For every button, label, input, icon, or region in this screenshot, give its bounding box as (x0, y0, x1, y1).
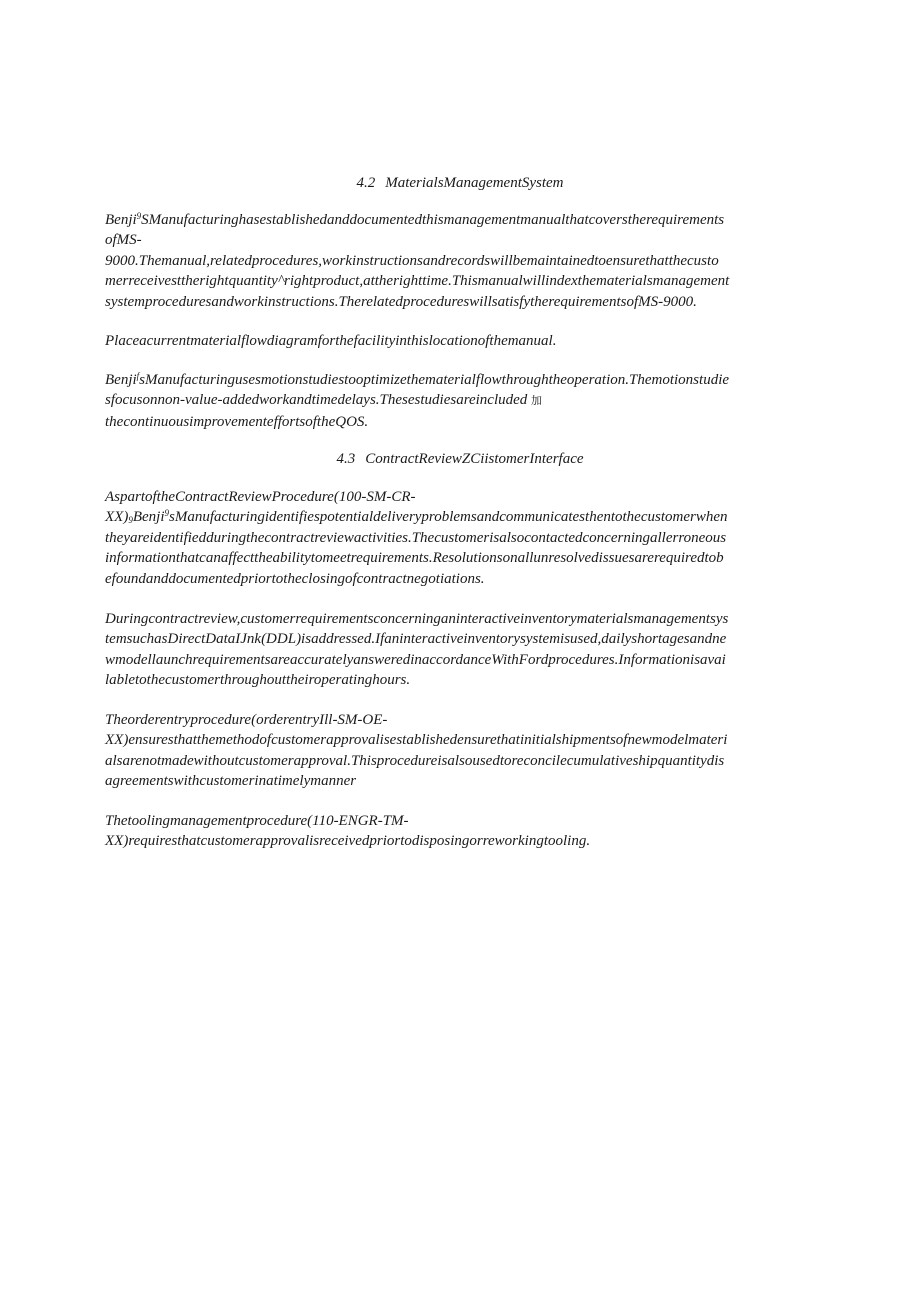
section-number: 4.2 (356, 175, 376, 191)
text-line: merreceivesttherightquantity^rightproduct,attherighttime.Thismanualwillindexthematerialsmanagement (105, 273, 730, 290)
text-line: temsuchasDirectDataIJnk(DDL)isaddressed.Ifaninteractiveinventorysystemisused,dailyshortagesandne (105, 631, 727, 648)
text-line: AspartoftheContractReviewProcedure(100-SM-CR- (105, 489, 416, 505)
paragraph-materials-intro (105, 210, 817, 312)
section-heading-4-3 (0, 449, 920, 469)
text-line: XX)requiresthatcustomerapprovalisreceivedpriortodisposingorreworkingtooling. (105, 833, 591, 850)
text-line: XX)ensuresthatthemethodofcustomerapprovalisestablishedensurethatinitialshipmentsofnewmodelmateri (105, 732, 728, 749)
text-line: systemproceduresandworkinstructions.TherelatedprocedureswillsatisfytherequirementsofMS-9000. (105, 293, 697, 310)
paragraph-tooling-management (105, 811, 817, 852)
text-line: efoundanddocumentedpriortotheclosingofcontractnegotiations. (105, 570, 485, 587)
text-line: Benji$^f$sManufacturingusesmotionstudiestooptimizethematerialflowthroughtheoperation.Themotionstudie (105, 371, 730, 388)
paragraph-motion-studies (105, 370, 817, 432)
text-line: $XX)_9Benji^9sManufacturingidentifiespotentialdeliveryproblemsandcommunicatesthentothecustomerwhen$ (105, 508, 728, 526)
text-line: labletothecustomerthroughouttheiroperatinghours. (105, 672, 411, 689)
section-title: ContractReviewZCiistomerInterface (365, 451, 584, 467)
text-line: sfocusonnon-value-addedworkandtimedelays.Thesestudiesareincluded 加 (105, 392, 543, 409)
text-line: alsarenotmadewithoutcustomerapproval.Thisprocedureisalsousedtoreconcilecumulativeshipquantitydis (105, 752, 725, 769)
text-line: informationthatcanaffecttheabilitytomeetrequirements.Resolutionsonallunresolvedissuesarerequiredtob (105, 550, 724, 567)
text-line: theyareidentifiedduringthecontractreviewactivities.Thecustomerisalsocontactedconcerningallerroneous (105, 529, 727, 546)
text-line: agreementswithcustomerinatimelymanner (105, 773, 357, 790)
section-title: MaterialsManagementSystem (385, 175, 564, 191)
text-line: Benji$^9$SManufacturinghasestablishedanddocumentedthismanagementmanualthatcoverstherequirements (105, 211, 725, 228)
text-line: Thetoolingmanagementprocedure(110-ENGR-TM- (105, 813, 409, 829)
text-line: wmodellaunchrequirementsareaccuratelyansweredinaccordanceWithFordprocedures.Informationisavai (105, 651, 726, 668)
text-line: ofMS- (105, 232, 142, 249)
text-line: Duringcontractreview,customerrequirementsconcerninganinteractiveinventorymaterialsmanagementsys (105, 611, 729, 627)
text-line: Theorderentryprocedure(orderentryIll-SM-OE- (105, 712, 388, 728)
text-line: Placeacurrentmaterialflowdiagramforthefacilityinthislocationofthemanual. (105, 333, 557, 349)
paragraph-order-entry (105, 710, 817, 792)
section-number: 4.3 (336, 451, 356, 467)
paragraph-contract-review (105, 487, 817, 589)
paragraph-inventory-system (105, 609, 817, 691)
text-line: 9000.Themanual,relatedprocedures,workinstructionsandrecordswillbemaintainedtoensurethatthecusto (105, 252, 719, 269)
text-line: thecontinuousimprovementeffortsoftheQOS. (105, 413, 369, 430)
paragraph-flow-diagram-note (105, 331, 817, 351)
section-heading-4-2 (0, 173, 920, 193)
